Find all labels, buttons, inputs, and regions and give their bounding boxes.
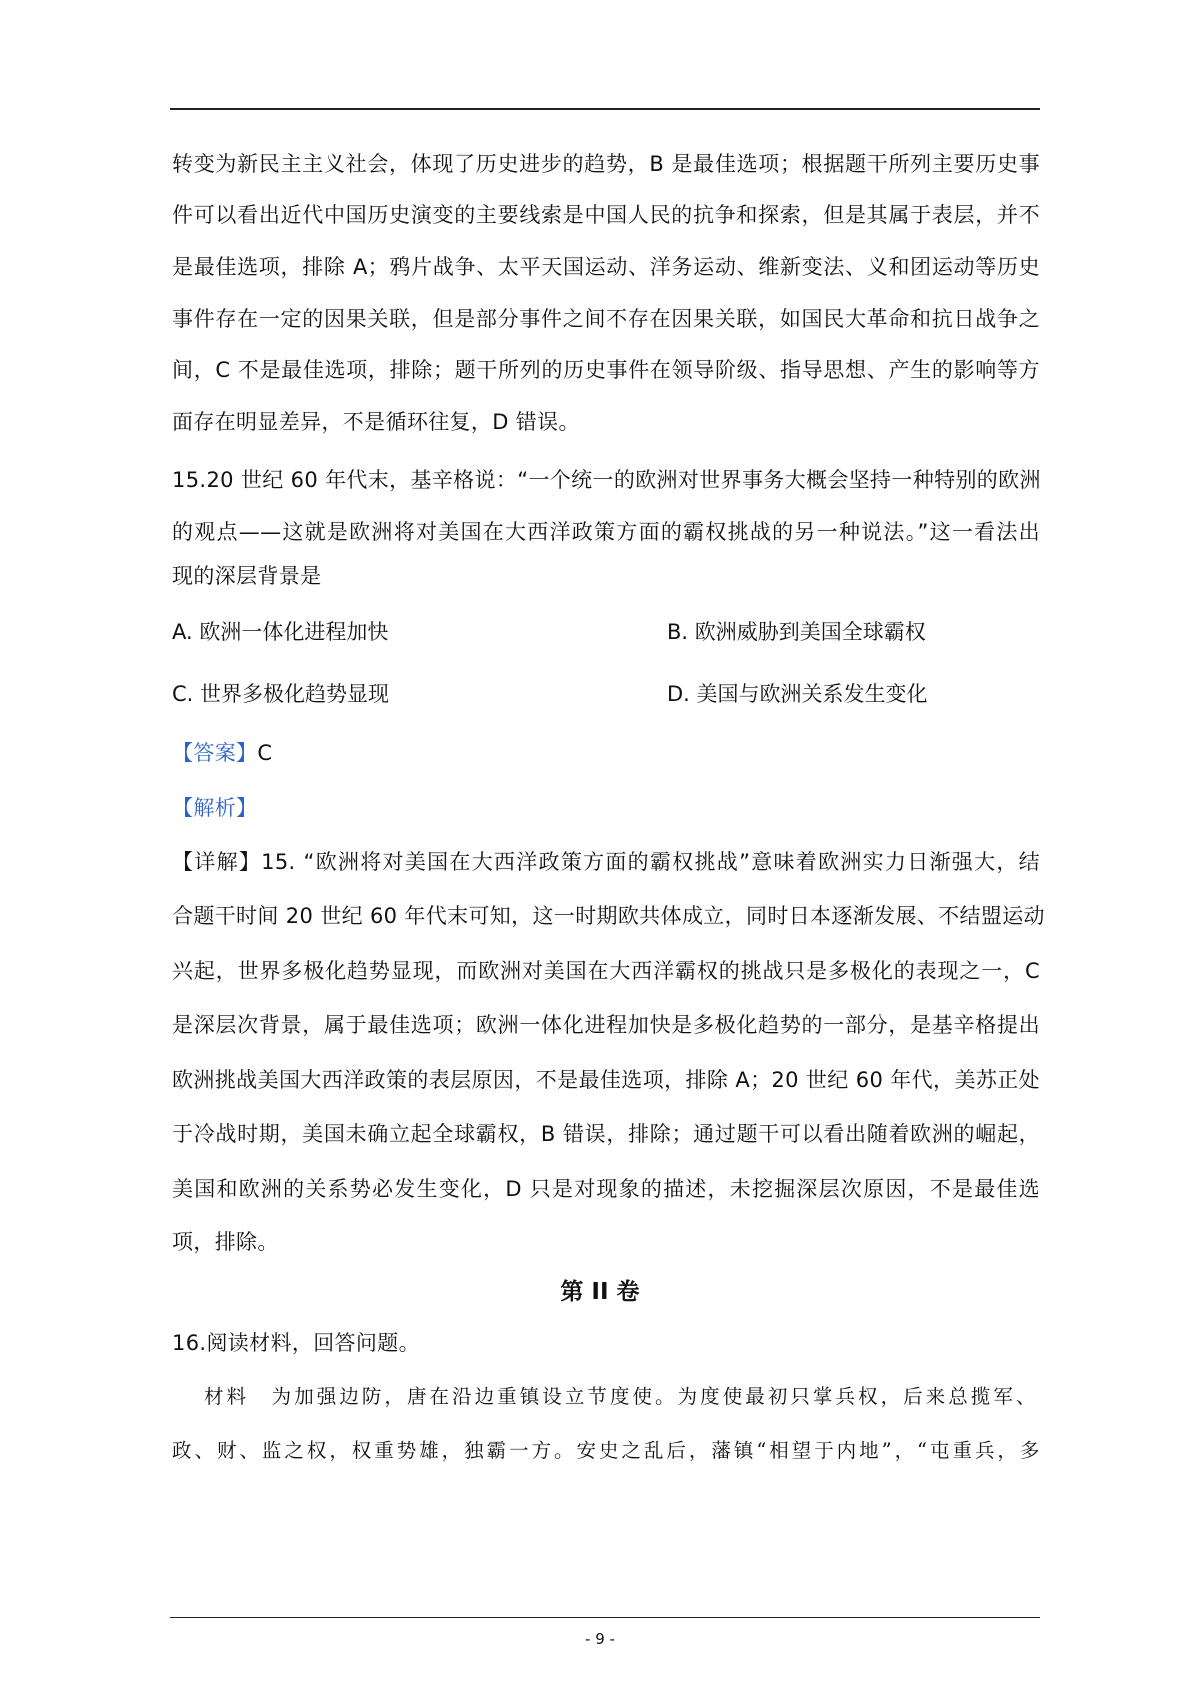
analysis-label-line (172, 794, 1040, 822)
detail-line: 于冷战时期，美国未确立起全球霸权，B 错误，排除；通过题干可以看出随着欧洲的崛起， (172, 1122, 1040, 1146)
detail-line: 欧洲挑战美国大西洋政策的表层原因，不是最佳选项，排除 A；20 世纪 60 年代，美苏正处 (172, 1068, 1040, 1092)
analysis-label: 【解析】 (172, 796, 258, 820)
option-c: C. 世界多极化趋势显现 (172, 682, 390, 706)
detail-line: 是深层次背景，属于最佳选项；欧洲一体化进程加快是多极化趋势的一部分，是基辛格提出 (172, 1013, 1040, 1037)
material-line: 政、财、监之权，权重势雄，独霸一方。安史之乱后，藩镇“相望于内地”，“屯重兵，多 (172, 1439, 1040, 1462)
material-line: 材料 为加强边防，唐在沿边重镇设立节度使。为度使最初只掌兵权，后来总揽军、 (204, 1385, 1036, 1408)
detail-text: 15. “欧洲将对美国在大西洋政策方面的霸权挑战”意味着欧洲实力日渐强大，结 (261, 850, 1040, 874)
paragraph-line: 面存在明显差异，不是循环往复，D 错误。 (172, 410, 580, 434)
answer-value: C (257, 741, 273, 765)
paragraph-line: 是最佳选项，排除 A；鸦片战争、太平天国运动、洋务运动、维新变法、义和团运动等历史 (172, 255, 1040, 279)
section-title: 第 II 卷 (560, 1279, 640, 1305)
page-number: - 9 - (585, 1630, 615, 1648)
paragraph-line: 间，C 不是最佳选项，排除；题干所列的历史事件在领导阶级、指导思想、产生的影响等方 (172, 358, 1040, 382)
answer-label: 【答案】 (172, 741, 258, 765)
option-d: D. 美国与欧洲关系发生变化 (667, 682, 928, 706)
paragraph-line: 事件存在一定的因果关联，但是部分事件之间不存在因果关联，如国民大革命和抗日战争之 (172, 307, 1040, 331)
detail-line (172, 848, 1040, 876)
detail-line: 项，排除。 (172, 1230, 279, 1254)
detail-label: 【详解】 (172, 850, 262, 874)
question-stem-line: 的观点——这就是欧洲将对美国在大西洋政策方面的霸权挑战的另一种说法。”这一看法出 (172, 520, 1040, 544)
detail-line: 美国和欧洲的关系势必发生变化，D 只是对现象的描述，未挖掘深层次原因，不是最佳选 (172, 1177, 1040, 1201)
detail-line: 兴起，世界多极化趋势显现，而欧洲对美国在大西洋霸权的挑战只是多极化的表现之一，C (172, 959, 1040, 983)
answer-line (172, 739, 1040, 767)
footer-rule (170, 1617, 1040, 1618)
header-rule (170, 108, 1040, 110)
question-stem-line: 15.20 世纪 60 年代末，基辛格说：“一个统一的欧洲对世界事务大概会坚持一种特别的欧洲 (172, 468, 1041, 492)
question-stem-line: 16.阅读材料，回答问题。 (172, 1331, 420, 1355)
option-a: A. 欧洲一体化进程加快 (172, 620, 389, 644)
paragraph-line: 件可以看出近代中国历史演变的主要线索是中国人民的抗争和探索，但是其属于表层，并不 (172, 203, 1040, 227)
option-b: B. 欧洲威胁到美国全球霸权 (667, 620, 926, 644)
detail-line: 合题干时间 20 世纪 60 年代末可知，这一时期欧共体成立，同时日本逐渐发展、不结盟运动 (172, 904, 1045, 928)
paragraph-line: 转变为新民主主义社会，体现了历史进步的趋势，B 是最佳选项；根据题干所列主要历史事 (172, 152, 1040, 176)
question-stem-line: 现的深层背景是 (172, 564, 322, 588)
